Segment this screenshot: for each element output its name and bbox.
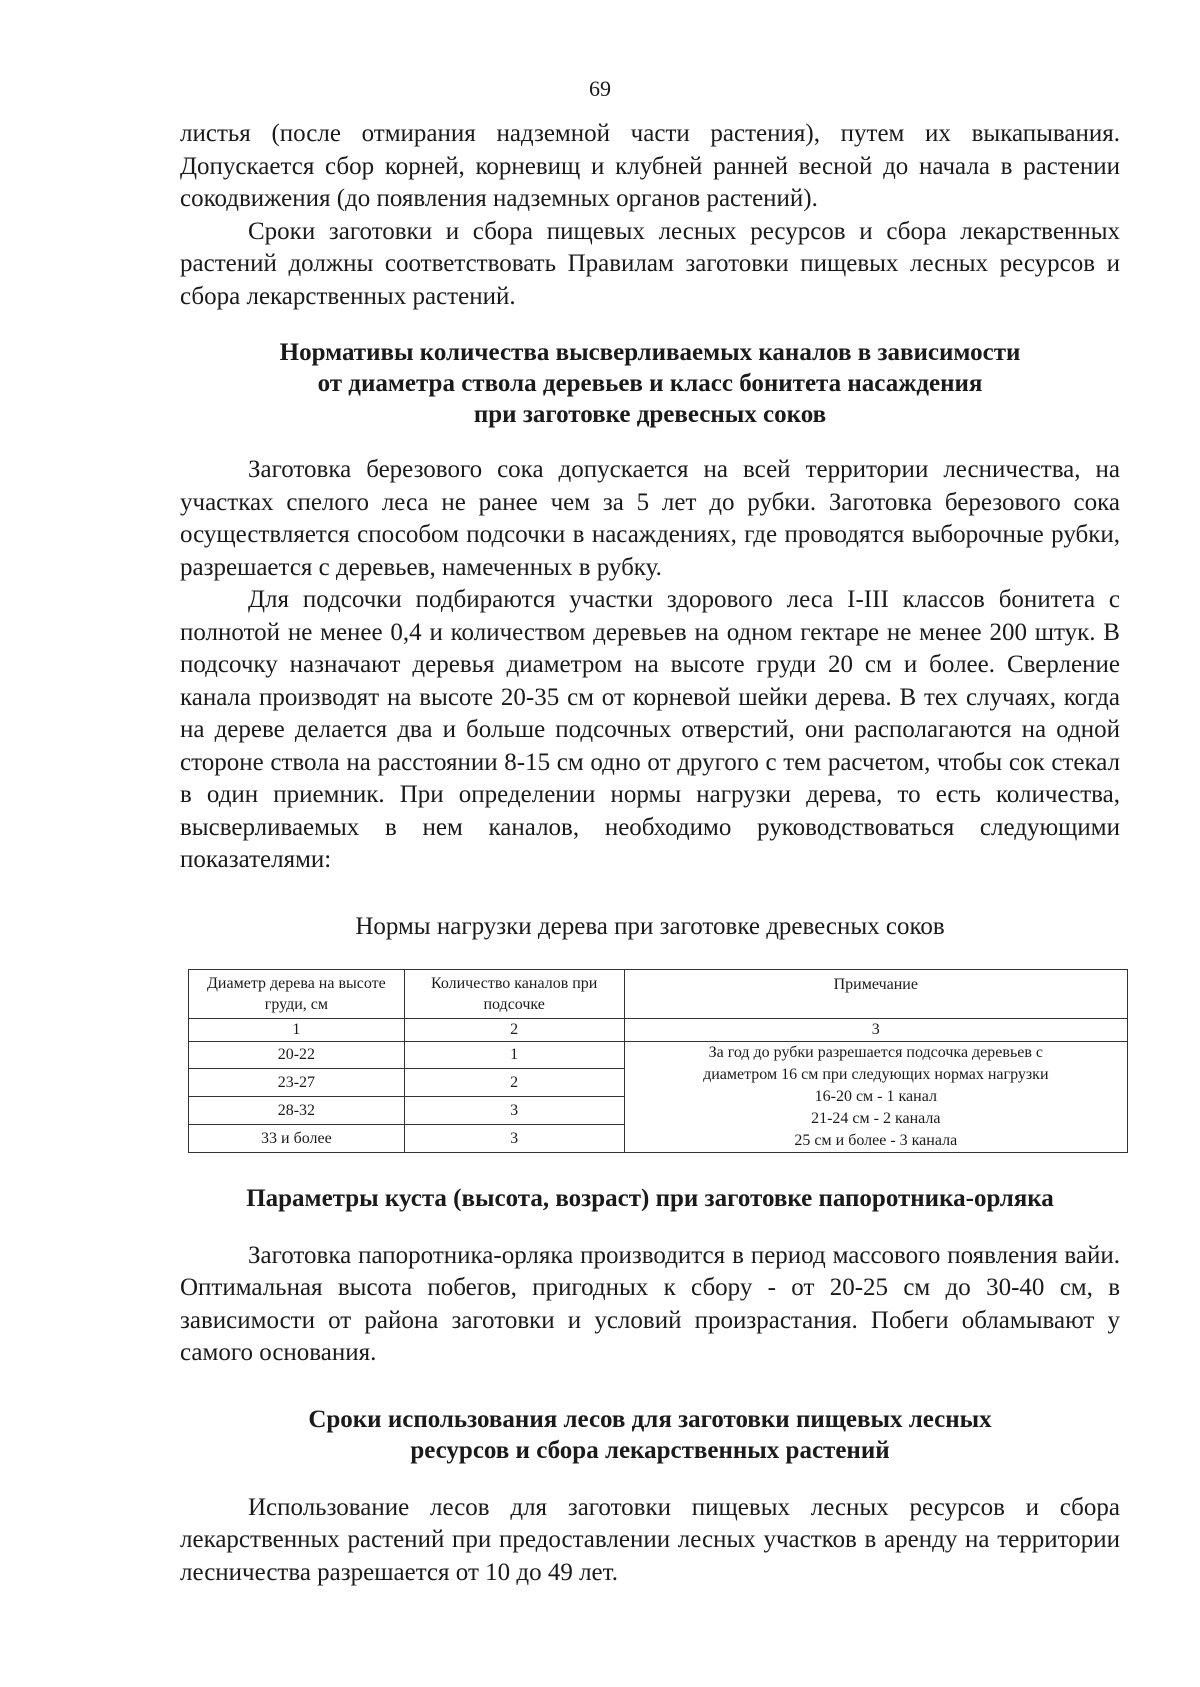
table-caption: Нормы нагрузки дерева при заготовке древесных соков — [355, 912, 945, 940]
table-cell-diameter: 20-22 — [189, 1041, 405, 1069]
paragraph-bracken: Заготовка папоротника-орляка производится в период массового появления вайи. Оптимальная высота побегов, пригодных к сбору - от 20-25 см до 30-40 см, в зависимости от района заготовки и условий произрастания. Побеги обламывают у самого основания. — [180, 1241, 1120, 1366]
heading-usage-terms — [180, 1404, 1120, 1466]
table-cell-diameter: 28-32 — [189, 1097, 405, 1125]
heading-line: ресурсов и сбора лекарственных растений — [410, 1436, 890, 1464]
heading-line: Сроки использования лесов для заготовки пищевых лесных — [308, 1405, 992, 1433]
table-header-cell: Примечание — [624, 969, 1127, 1018]
heading-line: Нормативы количества высверливаемых каналов в зависимости — [279, 339, 1021, 366]
heading-line: от диаметра ствола деревьев и класс бонитета насаждения — [317, 370, 983, 397]
table-cell-channels: 2 — [404, 1069, 624, 1097]
note-line: За год до рубки разрешается подсочка деревьев с — [708, 1043, 1043, 1061]
paragraph-top-1: листья (после отмирания надземной части растения), путем их выкапывания. Допускается сбор корней, корневищ и клубней ранней весной до начала в растении сокодвижения (до появления надземных органов растений). — [180, 120, 1120, 212]
table-cell-note — [624, 1041, 1127, 1152]
tree-load-norms-table — [188, 969, 1128, 1153]
document-body — [180, 118, 1120, 1589]
paragraph-tapping-rules: Для подсочки подбираются участки здорового леса I-III классов бонитета с полнотой не менее 0,4 и количеством деревьев на одном гектаре не менее 200 штук. В подсочку назначают деревья диаметром на высоте груди 20 см и более. Сверление канала производят на высоте 20-35 см от корневой шейки дерева. В тех случаях, когда на дереве делается два и больше подсочных отверстий, они располагаются на одной стороне ствола на расстоянии 8-15 см одно от другого с тем расчетом, чтобы сок стекал в один приемник. При определении нормы нагрузки дерева, то есть количества, высверливаемых в нем каналов, необходимо руководствоваться следующими показателями: — [180, 586, 1120, 873]
note-line: 16-20 см - 1 канал — [814, 1087, 937, 1105]
table-cell-diameter: 23-27 — [189, 1069, 405, 1097]
table-header-cell: Диаметр дерева на высоте груди, см — [189, 969, 405, 1018]
table-column-number: 1 — [189, 1018, 405, 1041]
note-line: 25 см и более - 3 канала — [794, 1131, 958, 1149]
note-line: диаметром 16 см при следующих нормах нагрузки — [703, 1065, 1049, 1083]
table-cell-channels: 1 — [404, 1041, 624, 1069]
paragraph-top-2: Сроки заготовки и сбора пищевых лесных ресурсов и сбора лекарственных растений должны соответствовать Правилам заготовки пищевых лесных ресурсов и сбора лекарственных растений. — [180, 217, 1120, 310]
table-cell-channels: 3 — [404, 1124, 624, 1152]
table-header-row — [189, 969, 1128, 1018]
table-column-numbers-row — [189, 1018, 1128, 1041]
heading-sap-norms — [180, 337, 1120, 430]
heading-line: при заготовке древесных соков — [473, 401, 827, 428]
note-line: 21-24 см - 2 канала — [811, 1109, 941, 1127]
paragraph-birch-sap: Заготовка березового сока допускается на всей территории лесничества, на участках спелого леса не ранее чем за 5 лет до рубки. Заготовка березового сока осуществляется способом подсочки в насаждениях, где проводятся выборочные рубки, разрешается с деревьев, намеченных в рубку. — [180, 456, 1120, 581]
table-cell-diameter: 33 и более — [189, 1124, 405, 1152]
table-header-cell: Количество каналов при подсочке — [404, 969, 624, 1018]
page-number: 69 — [589, 76, 611, 101]
heading-bracken-params: Параметры куста (высота, возраст) при заготовке папоротника-орляка — [246, 1184, 1054, 1212]
paragraph-usage-terms: Использование лесов для заготовки пищевых лесных ресурсов и сбора лекарственных растений при предоставлении лесных участков в аренду на территории лесничества разрешается от 10 до 49 лет. — [180, 1493, 1120, 1586]
table-row — [189, 1041, 1128, 1069]
table-column-number: 3 — [624, 1018, 1127, 1041]
table-cell-channels: 3 — [404, 1097, 624, 1125]
table-column-number: 2 — [404, 1018, 624, 1041]
